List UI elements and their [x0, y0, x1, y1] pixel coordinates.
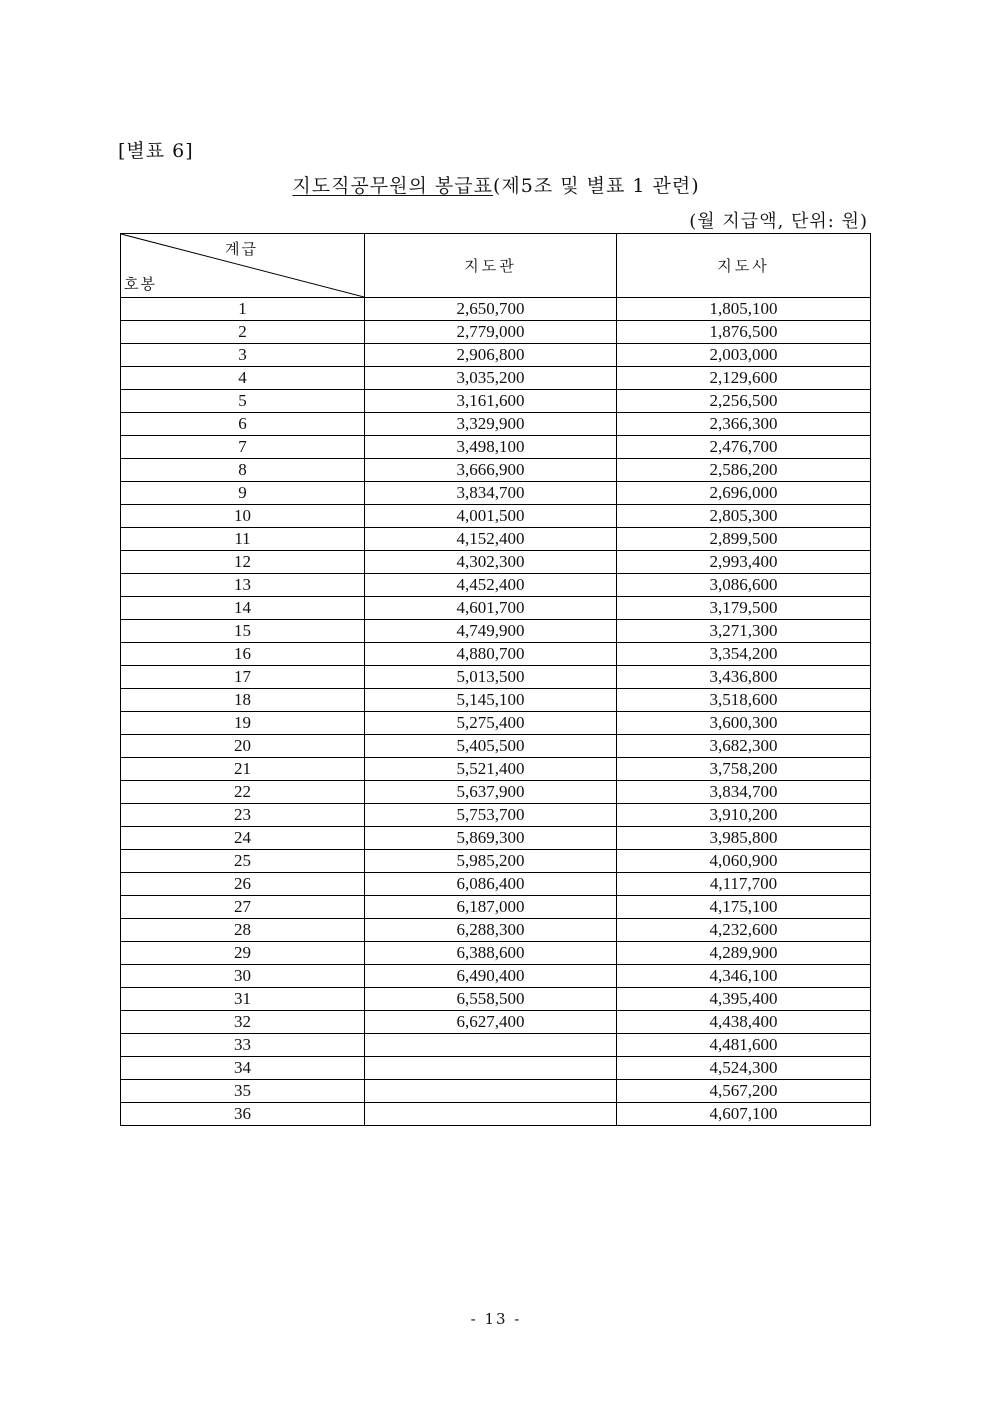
step-cell: 28 [121, 919, 365, 942]
jidosa-salary-cell: 2,899,500 [617, 528, 871, 551]
jidosa-salary-cell: 2,476,700 [617, 436, 871, 459]
step-cell: 4 [121, 367, 365, 390]
table-title [0, 171, 992, 198]
step-cell: 36 [121, 1103, 365, 1126]
table-row [121, 666, 871, 689]
table-row [121, 574, 871, 597]
table-row [121, 919, 871, 942]
jidosa-salary-cell: 3,985,800 [617, 827, 871, 850]
jidosa-salary-cell: 4,438,400 [617, 1011, 871, 1034]
table-row [121, 873, 871, 896]
table-row [121, 804, 871, 827]
jidosa-salary-cell: 3,910,200 [617, 804, 871, 827]
page-number: - 13 - [470, 1310, 522, 1328]
jidosa-salary-cell: 3,518,600 [617, 689, 871, 712]
jidosa-salary-cell: 4,481,600 [617, 1034, 871, 1057]
jidosa-salary-cell: 3,682,300 [617, 735, 871, 758]
step-cell: 16 [121, 643, 365, 666]
table-row [121, 505, 871, 528]
step-cell: 7 [121, 436, 365, 459]
step-cell: 27 [121, 896, 365, 919]
column-header-jidosa: 지도사 [617, 234, 871, 298]
jidosa-salary-cell: 2,129,600 [617, 367, 871, 390]
table-row [121, 1034, 871, 1057]
jidogwan-salary-cell: 4,880,700 [365, 643, 617, 666]
jidosa-salary-cell: 2,003,000 [617, 344, 871, 367]
jidosa-salary-cell: 4,607,100 [617, 1103, 871, 1126]
jidogwan-salary-cell [365, 1080, 617, 1103]
step-cell: 18 [121, 689, 365, 712]
step-cell: 5 [121, 390, 365, 413]
jidogwan-salary-cell: 5,145,100 [365, 689, 617, 712]
step-cell: 32 [121, 1011, 365, 1034]
jidosa-salary-cell: 3,271,300 [617, 620, 871, 643]
table-row [121, 896, 871, 919]
step-cell: 12 [121, 551, 365, 574]
step-cell: 29 [121, 942, 365, 965]
jidogwan-salary-cell: 3,035,200 [365, 367, 617, 390]
jidogwan-salary-cell: 2,906,800 [365, 344, 617, 367]
title-suffix: (제5조 및 별표 1 관련) [492, 175, 700, 197]
jidosa-salary-cell: 2,256,500 [617, 390, 871, 413]
step-cell: 17 [121, 666, 365, 689]
title-main: 지도직공무원의 봉급표 [292, 175, 493, 197]
header-row [121, 234, 871, 298]
jidosa-salary-cell: 4,232,600 [617, 919, 871, 942]
jidogwan-salary-cell: 3,666,900 [365, 459, 617, 482]
jidogwan-salary-cell: 4,452,400 [365, 574, 617, 597]
table-row [121, 735, 871, 758]
table-row [121, 643, 871, 666]
table-row [121, 712, 871, 735]
jidogwan-salary-cell: 5,985,200 [365, 850, 617, 873]
jidosa-salary-cell: 4,567,200 [617, 1080, 871, 1103]
jidosa-salary-cell: 4,524,300 [617, 1057, 871, 1080]
table-row [121, 459, 871, 482]
jidogwan-salary-cell: 5,753,700 [365, 804, 617, 827]
jidogwan-salary-cell: 3,329,900 [365, 413, 617, 436]
jidogwan-salary-cell: 5,637,900 [365, 781, 617, 804]
step-cell: 21 [121, 758, 365, 781]
jidogwan-salary-cell: 2,650,700 [365, 298, 617, 321]
jidogwan-salary-cell [365, 1034, 617, 1057]
jidogwan-salary-cell: 3,834,700 [365, 482, 617, 505]
table-row [121, 551, 871, 574]
jidosa-salary-cell: 3,758,200 [617, 758, 871, 781]
jidosa-salary-cell: 2,805,300 [617, 505, 871, 528]
jidogwan-salary-cell: 4,001,500 [365, 505, 617, 528]
jidogwan-salary-cell: 2,779,000 [365, 321, 617, 344]
step-cell: 8 [121, 459, 365, 482]
step-cell: 6 [121, 413, 365, 436]
table-row [121, 781, 871, 804]
table-row [121, 850, 871, 873]
table-row [121, 482, 871, 505]
jidogwan-salary-cell: 6,627,400 [365, 1011, 617, 1034]
step-cell: 26 [121, 873, 365, 896]
jidogwan-salary-cell: 6,288,300 [365, 919, 617, 942]
jidogwan-salary-cell [365, 1103, 617, 1126]
table-row [121, 1080, 871, 1103]
step-cell: 11 [121, 528, 365, 551]
jidosa-salary-cell: 3,834,700 [617, 781, 871, 804]
jidogwan-salary-cell: 5,275,400 [365, 712, 617, 735]
annex-label: [별표 6] [118, 140, 194, 162]
step-cell: 9 [121, 482, 365, 505]
jidosa-salary-cell: 4,395,400 [617, 988, 871, 1011]
jidosa-salary-cell: 3,436,800 [617, 666, 871, 689]
jidogwan-salary-cell: 3,161,600 [365, 390, 617, 413]
column-header-jidogwan: 지도관 [365, 234, 617, 298]
jidogwan-salary-cell: 6,490,400 [365, 965, 617, 988]
table-row [121, 1011, 871, 1034]
jidogwan-salary-cell: 4,601,700 [365, 597, 617, 620]
jidogwan-salary-cell: 3,498,100 [365, 436, 617, 459]
table-row [121, 390, 871, 413]
jidosa-salary-cell: 3,179,500 [617, 597, 871, 620]
table-row [121, 827, 871, 850]
salary-table-body [121, 298, 871, 1126]
jidogwan-salary-cell: 6,388,600 [365, 942, 617, 965]
jidosa-salary-cell: 4,117,700 [617, 873, 871, 896]
jidosa-salary-cell: 2,993,400 [617, 551, 871, 574]
step-cell: 24 [121, 827, 365, 850]
table-row [121, 1103, 871, 1126]
step-cell: 19 [121, 712, 365, 735]
jidogwan-salary-cell: 5,869,300 [365, 827, 617, 850]
step-cell: 14 [121, 597, 365, 620]
table-row [121, 1057, 871, 1080]
jidogwan-salary-cell: 4,302,300 [365, 551, 617, 574]
step-cell: 30 [121, 965, 365, 988]
step-cell: 33 [121, 1034, 365, 1057]
jidosa-salary-cell: 1,805,100 [617, 298, 871, 321]
step-cell: 23 [121, 804, 365, 827]
jidosa-salary-cell: 1,876,500 [617, 321, 871, 344]
jidosa-salary-cell: 4,060,900 [617, 850, 871, 873]
table-row [121, 965, 871, 988]
step-cell: 31 [121, 988, 365, 1011]
step-cell: 1 [121, 298, 365, 321]
table-row [121, 413, 871, 436]
table-row [121, 298, 871, 321]
step-cell: 2 [121, 321, 365, 344]
table-row [121, 620, 871, 643]
step-cell: 10 [121, 505, 365, 528]
grade-label: 계급 [225, 240, 258, 258]
step-cell: 34 [121, 1057, 365, 1080]
jidosa-salary-cell: 2,696,000 [617, 482, 871, 505]
jidogwan-salary-cell [365, 1057, 617, 1080]
jidogwan-salary-cell: 6,086,400 [365, 873, 617, 896]
salary-table [120, 233, 871, 1126]
jidogwan-salary-cell: 5,521,400 [365, 758, 617, 781]
diagonal-header-cell [121, 234, 365, 298]
table-row [121, 758, 871, 781]
jidosa-salary-cell: 2,366,300 [617, 413, 871, 436]
jidogwan-salary-cell: 5,013,500 [365, 666, 617, 689]
table-row [121, 689, 871, 712]
table-row [121, 436, 871, 459]
jidogwan-salary-cell: 6,558,500 [365, 988, 617, 1011]
step-cell: 13 [121, 574, 365, 597]
jidogwan-salary-cell: 5,405,500 [365, 735, 617, 758]
unit-note: (월 지급액, 단위: 원) [689, 211, 868, 232]
jidogwan-salary-cell: 4,749,900 [365, 620, 617, 643]
jidosa-salary-cell: 4,346,100 [617, 965, 871, 988]
step-label: 호봉 [124, 275, 157, 293]
jidosa-salary-cell: 3,086,600 [617, 574, 871, 597]
jidosa-salary-cell: 4,289,900 [617, 942, 871, 965]
step-cell: 3 [121, 344, 365, 367]
jidogwan-salary-cell: 4,152,400 [365, 528, 617, 551]
table-row [121, 344, 871, 367]
jidosa-salary-cell: 3,600,300 [617, 712, 871, 735]
table-row [121, 597, 871, 620]
table-row [121, 988, 871, 1011]
jidosa-salary-cell: 2,586,200 [617, 459, 871, 482]
table-row [121, 321, 871, 344]
jidogwan-salary-cell: 6,187,000 [365, 896, 617, 919]
table-row [121, 367, 871, 390]
step-cell: 20 [121, 735, 365, 758]
step-cell: 22 [121, 781, 365, 804]
step-cell: 25 [121, 850, 365, 873]
table-row [121, 528, 871, 551]
jidosa-salary-cell: 4,175,100 [617, 896, 871, 919]
step-cell: 15 [121, 620, 365, 643]
jidosa-salary-cell: 3,354,200 [617, 643, 871, 666]
step-cell: 35 [121, 1080, 365, 1103]
table-row [121, 942, 871, 965]
